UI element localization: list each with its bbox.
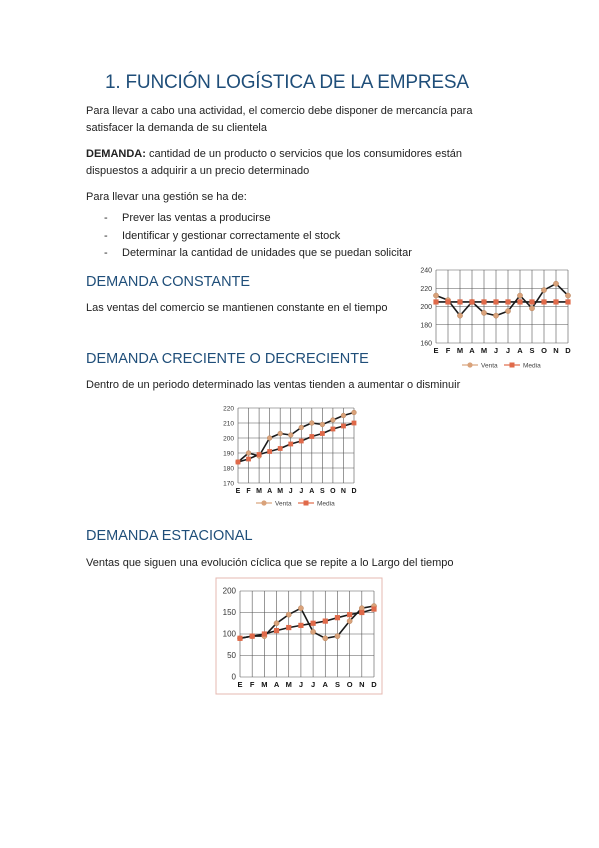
point-media xyxy=(335,615,340,620)
point-venta xyxy=(505,308,510,313)
point-venta xyxy=(288,433,293,438)
x-tick-label: J xyxy=(311,680,316,689)
point-media xyxy=(246,457,251,462)
x-tick-label: N xyxy=(359,680,365,689)
gestion-list xyxy=(104,210,412,263)
list-item-text: Prever las ventas a producirse xyxy=(122,212,271,224)
point-media xyxy=(433,299,438,304)
x-tick-label: F xyxy=(246,488,251,495)
point-media xyxy=(288,442,293,447)
point-venta xyxy=(341,413,346,418)
y-tick-label: 180 xyxy=(420,322,432,330)
y-tick-label: 210 xyxy=(223,420,234,428)
x-tick-label: M xyxy=(285,680,292,689)
legend-label: Media xyxy=(317,500,335,508)
point-venta xyxy=(299,425,304,430)
point-media xyxy=(331,427,336,432)
point-venta xyxy=(274,621,279,626)
point-media xyxy=(237,636,242,641)
series-line-media xyxy=(238,423,354,462)
point-media xyxy=(323,619,328,624)
point-media xyxy=(250,634,255,639)
legend-marker-media xyxy=(304,501,309,506)
point-venta xyxy=(286,612,291,617)
point-venta xyxy=(309,421,314,426)
x-tick-label: E xyxy=(235,488,241,495)
point-venta xyxy=(331,418,336,423)
x-tick-label: F xyxy=(249,680,255,689)
point-media xyxy=(257,452,262,457)
point-venta xyxy=(323,636,328,641)
point-media xyxy=(565,299,570,304)
legend-label: Venta xyxy=(481,362,498,370)
x-tick-label: N xyxy=(553,346,559,355)
point-media xyxy=(541,299,546,304)
x-tick-label: F xyxy=(445,346,451,355)
section-text-estacional: Ventas que siguen una evolución cíclica que se repite a lo Largo del tiempo xyxy=(86,557,454,569)
x-tick-label: S xyxy=(529,346,535,355)
legend-marker-media xyxy=(510,363,515,368)
x-tick-label: D xyxy=(565,346,571,355)
point-venta xyxy=(553,281,558,286)
y-tick-label: 200 xyxy=(420,304,432,311)
x-tick-label: A xyxy=(309,488,315,495)
section-heading-estacional: DEMANDA ESTACIONAL xyxy=(86,528,253,544)
point-venta xyxy=(246,451,251,456)
point-venta xyxy=(320,422,325,427)
x-tick-label: O xyxy=(330,488,336,495)
section-text-creciente: Dentro de un periodo determinado las ventas tienden a aumentar o disminuir xyxy=(86,379,461,391)
point-media xyxy=(278,446,283,451)
point-media xyxy=(341,424,346,429)
y-tick-label: 220 xyxy=(420,285,432,293)
x-tick-label: J xyxy=(298,680,303,689)
point-media xyxy=(529,299,534,304)
point-venta xyxy=(493,313,498,318)
point-media xyxy=(445,299,450,304)
point-venta xyxy=(541,287,546,292)
x-tick-label: S xyxy=(334,680,340,689)
y-tick-label: 200 xyxy=(222,586,236,596)
chart-constante xyxy=(400,262,580,378)
point-venta xyxy=(352,410,357,415)
legend-marker-venta xyxy=(467,362,472,367)
point-media xyxy=(553,299,558,304)
x-tick-label: O xyxy=(541,346,547,355)
legend-label: Venta xyxy=(275,500,292,508)
point-media xyxy=(371,606,376,611)
point-media xyxy=(347,612,352,617)
point-venta xyxy=(347,619,352,624)
point-media xyxy=(267,449,272,454)
list-item-text: Determinar la cantidad de unidades que se puedan solicitar xyxy=(122,247,412,259)
y-tick-label: 160 xyxy=(420,340,432,348)
intro-line-1: Para llevar a cabo una actividad, el comercio debe disponer de mercancía para xyxy=(86,105,473,117)
point-venta xyxy=(481,310,486,315)
x-tick-label: M xyxy=(256,488,263,495)
y-tick-label: 220 xyxy=(223,405,234,413)
demanda-definition-line-2: dispuestos a adquirir a un precio determinado xyxy=(86,165,310,177)
point-media xyxy=(493,299,498,304)
point-venta xyxy=(298,606,303,611)
point-media xyxy=(505,299,510,304)
y-tick-label: 170 xyxy=(223,480,234,488)
demanda-term: DEMANDA: xyxy=(86,148,146,160)
point-venta xyxy=(529,306,534,311)
y-tick-label: 180 xyxy=(223,465,234,473)
chart-creciente xyxy=(212,402,362,512)
x-tick-label: A xyxy=(267,488,273,495)
point-media xyxy=(262,631,267,636)
point-media xyxy=(236,460,241,465)
x-tick-label: M xyxy=(456,346,464,355)
point-venta xyxy=(565,293,570,298)
list-item xyxy=(104,210,412,228)
point-media xyxy=(299,439,304,444)
x-tick-label: J xyxy=(299,488,304,495)
point-media xyxy=(286,625,291,630)
point-venta xyxy=(517,293,522,298)
x-tick-label: M xyxy=(480,346,488,355)
point-venta xyxy=(335,634,340,639)
point-venta xyxy=(310,629,315,634)
x-tick-label: D xyxy=(371,680,377,689)
series-line-venta xyxy=(238,413,354,463)
point-media xyxy=(352,421,357,426)
x-tick-label: A xyxy=(273,680,280,689)
demanda-definition-text: cantidad de un producto o servicios que los consumidores están xyxy=(145,148,463,160)
y-tick-label: 0 xyxy=(231,672,236,682)
x-tick-label: E xyxy=(433,346,439,355)
chart-estacional xyxy=(214,577,384,697)
y-tick-label: 200 xyxy=(223,435,234,443)
point-media xyxy=(309,434,314,439)
x-tick-label: D xyxy=(351,488,357,495)
point-media xyxy=(274,628,279,633)
x-tick-label: O xyxy=(346,680,353,689)
x-tick-label: J xyxy=(505,346,511,355)
list-item-text: Identificar y gestionar correctamente el stock xyxy=(122,229,341,242)
point-media xyxy=(481,299,486,304)
point-media xyxy=(298,623,303,628)
list-item xyxy=(104,245,412,263)
demanda-definition xyxy=(86,146,462,163)
section-heading-creciente: DEMANDA CRECIENTE O DECRECIENTE xyxy=(86,351,369,367)
x-tick-label: A xyxy=(322,680,328,689)
y-tick-label: 100 xyxy=(222,629,236,639)
legend-label: Media xyxy=(523,362,541,370)
dash-marker: - xyxy=(104,247,108,259)
x-tick-label: M xyxy=(261,680,268,689)
point-media xyxy=(320,431,325,436)
page-title: 1. FUNCIÓN LOGÍSTICA DE LA EMPRESA xyxy=(105,72,469,93)
section-text-constante: Las ventas del comercio se mantienen constante en el tiempo xyxy=(86,302,388,314)
point-media xyxy=(457,299,462,304)
x-tick-label: S xyxy=(320,488,325,495)
legend-marker-venta xyxy=(261,500,266,505)
series-line-venta xyxy=(240,606,374,638)
x-tick-label: J xyxy=(288,488,293,495)
point-venta xyxy=(457,313,462,318)
dash-marker: - xyxy=(104,229,108,242)
list-item xyxy=(104,228,412,246)
point-media xyxy=(310,621,315,626)
x-tick-label: M xyxy=(277,488,284,495)
dash-marker: - xyxy=(104,212,108,224)
section-heading-constante: DEMANDA CONSTANTE xyxy=(86,274,251,290)
y-tick-label: 150 xyxy=(222,608,236,617)
y-tick-label: 240 xyxy=(420,267,432,275)
y-tick-label: 50 xyxy=(227,651,236,660)
intro-line-2: satisfacer la demanda de su clientela xyxy=(86,122,267,134)
point-venta xyxy=(278,431,283,436)
y-tick-label: 190 xyxy=(223,450,234,458)
point-venta xyxy=(267,436,272,441)
x-tick-label: A xyxy=(517,346,523,355)
x-tick-label: N xyxy=(340,488,346,495)
x-tick-label: E xyxy=(237,680,243,689)
point-media xyxy=(517,299,522,304)
x-tick-label: A xyxy=(469,346,475,355)
x-tick-label: J xyxy=(493,346,499,355)
gestion-intro: Para llevar una gestión se ha de: xyxy=(86,191,247,203)
point-venta xyxy=(433,293,438,298)
point-media xyxy=(359,610,364,615)
point-media xyxy=(469,299,474,304)
